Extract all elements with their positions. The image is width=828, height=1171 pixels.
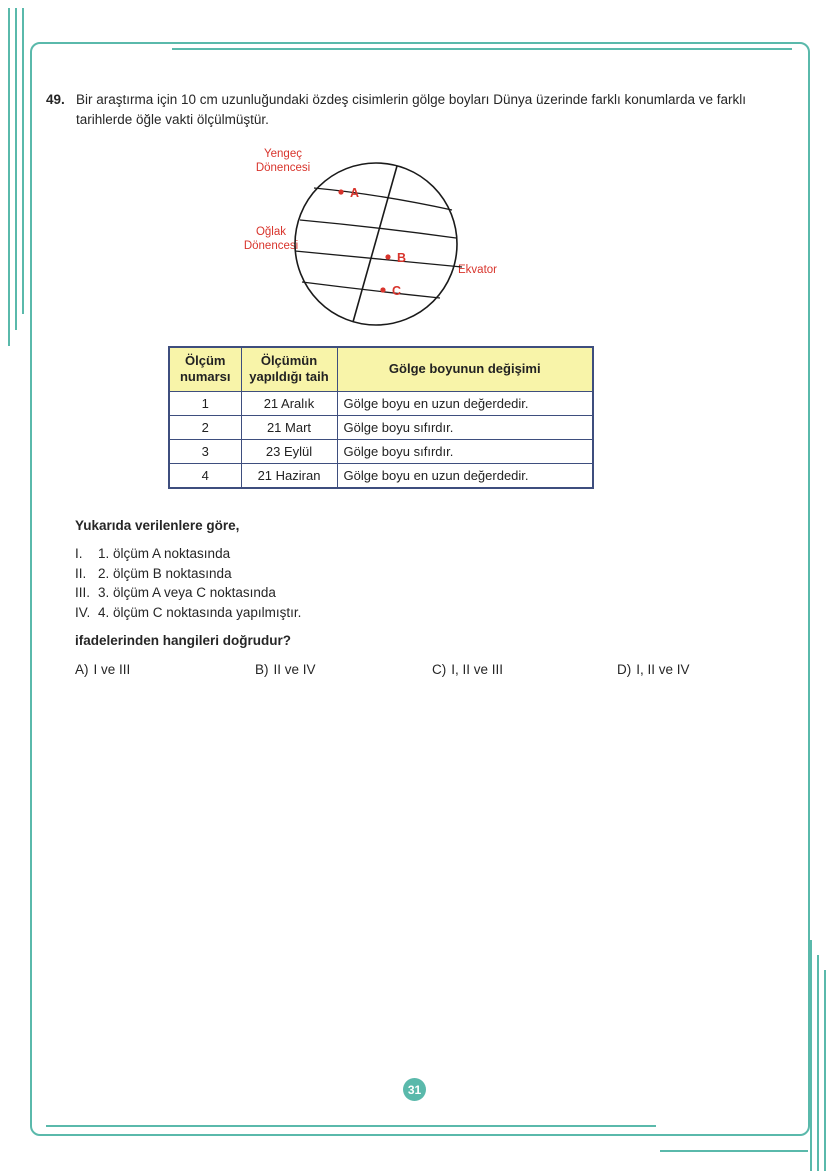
point-c-label: C: [392, 284, 402, 298]
statement-numeral: IV.: [75, 604, 91, 620]
option-text: I, II ve IV: [636, 662, 690, 677]
point-b-dot: [385, 254, 390, 259]
page-number: 31: [407, 1082, 422, 1097]
frame-accent-line: [172, 48, 792, 50]
cell-measurement-date: 21 Haziran: [241, 463, 337, 488]
option-label: B): [255, 662, 269, 677]
option-label: D): [617, 662, 632, 677]
point-c-dot: [380, 287, 385, 292]
statement-text: 4. ölçüm C noktasında yapılmıştır.: [98, 604, 302, 620]
globe-illustration: [288, 156, 464, 332]
point-a-label: A: [350, 186, 360, 200]
cell-shadow-change: Gölge boyu en uzun değerdedir.: [337, 463, 593, 488]
cell-measurement-date: 23 Eylül: [241, 439, 337, 463]
cell-shadow-change: Gölge boyu sıfırdır.: [337, 439, 593, 463]
statement-item: [75, 564, 301, 584]
statement-item: [75, 583, 301, 603]
frame-accent-line: [46, 1125, 656, 1127]
table-row: [169, 391, 593, 415]
frame-accent-line: [15, 8, 17, 330]
option-b: [255, 662, 316, 677]
cell-measurement-number: 2: [169, 415, 241, 439]
latitude-equator-line: [295, 251, 462, 267]
cell-measurement-date: 21 Mart: [241, 415, 337, 439]
latitude-tropic-cancer-line: [314, 188, 452, 210]
page-number-badge: [403, 1078, 426, 1101]
statement-numeral: I.: [75, 546, 83, 561]
table-header-row: [169, 347, 593, 391]
option-text: I, II ve III: [451, 662, 504, 677]
cell-measurement-date: 21 Aralık: [241, 391, 337, 415]
label-equator: Ekvator: [458, 264, 497, 276]
col-header-shadow-change: Gölge boyunun değişimi: [337, 347, 593, 391]
table-row: [169, 439, 593, 463]
statement-list: [75, 544, 301, 622]
cell-measurement-number: 4: [169, 463, 241, 488]
answer-options: [0, 662, 828, 682]
statement-item: [75, 544, 301, 564]
option-d: [617, 662, 690, 677]
latitude-tropic-capricorn-line: [302, 282, 440, 298]
statement-item: [75, 603, 301, 623]
option-a: [75, 662, 130, 677]
option-c: [432, 662, 503, 677]
table-row: [169, 415, 593, 439]
option-text: II ve IV: [273, 662, 316, 677]
cell-measurement-number: 1: [169, 391, 241, 415]
cell-shadow-change: Gölge boyu en uzun değerdedir.: [337, 391, 593, 415]
label-tropic-of-cancer: Yengeç Dönencesi: [255, 148, 311, 174]
question-prompt: ifadelerinden hangileri doğrudur?: [75, 633, 292, 648]
earth-axis-line: [353, 166, 397, 322]
option-text: I ve III: [93, 662, 131, 677]
question-number: 49.: [46, 92, 65, 107]
question-block: [46, 90, 794, 131]
statement-text: 2. ölçüm B noktasında: [98, 565, 232, 581]
frame-accent-line: [8, 8, 10, 346]
frame-accent-line: [22, 8, 24, 314]
given-heading: Yukarıda verilenlere göre,: [75, 518, 240, 533]
statement-text: 1. ölçüm A noktasında: [98, 546, 231, 561]
question-intro: Bir araştırma için 10 cm uzunluğundaki özdeş cisimlerin gölge boyları Dünya üzerinde farklı konumlarda ve farklı tarihlerde öğle vakti ölçülmüştür.: [76, 92, 747, 128]
frame-accent-line: [824, 970, 826, 1171]
frame-accent-line: [660, 1150, 808, 1152]
statement-numeral: III.: [75, 585, 91, 600]
table-row: [169, 463, 593, 488]
frame-accent-line: [817, 955, 819, 1171]
col-header-measurement-number: Ölçüm numarsı: [169, 347, 241, 391]
label-tropic-of-capricorn: Oğlak Dönencesi: [243, 226, 299, 252]
earth-circle: [295, 163, 457, 325]
col-header-measurement-date: Ölçümün yapıldığı taih: [241, 347, 337, 391]
cell-measurement-number: 3: [169, 439, 241, 463]
measurement-table: [168, 346, 594, 489]
statement-numeral: II.: [75, 565, 87, 581]
statement-text: 3. ölçüm A veya C noktasında: [98, 585, 276, 600]
cell-shadow-change: Gölge boyu sıfırdır.: [337, 415, 593, 439]
option-label: C): [432, 662, 447, 677]
point-a-dot: [338, 189, 343, 194]
option-label: A): [75, 662, 89, 677]
point-b-label: B: [397, 251, 407, 265]
frame-accent-line: [810, 940, 812, 1171]
